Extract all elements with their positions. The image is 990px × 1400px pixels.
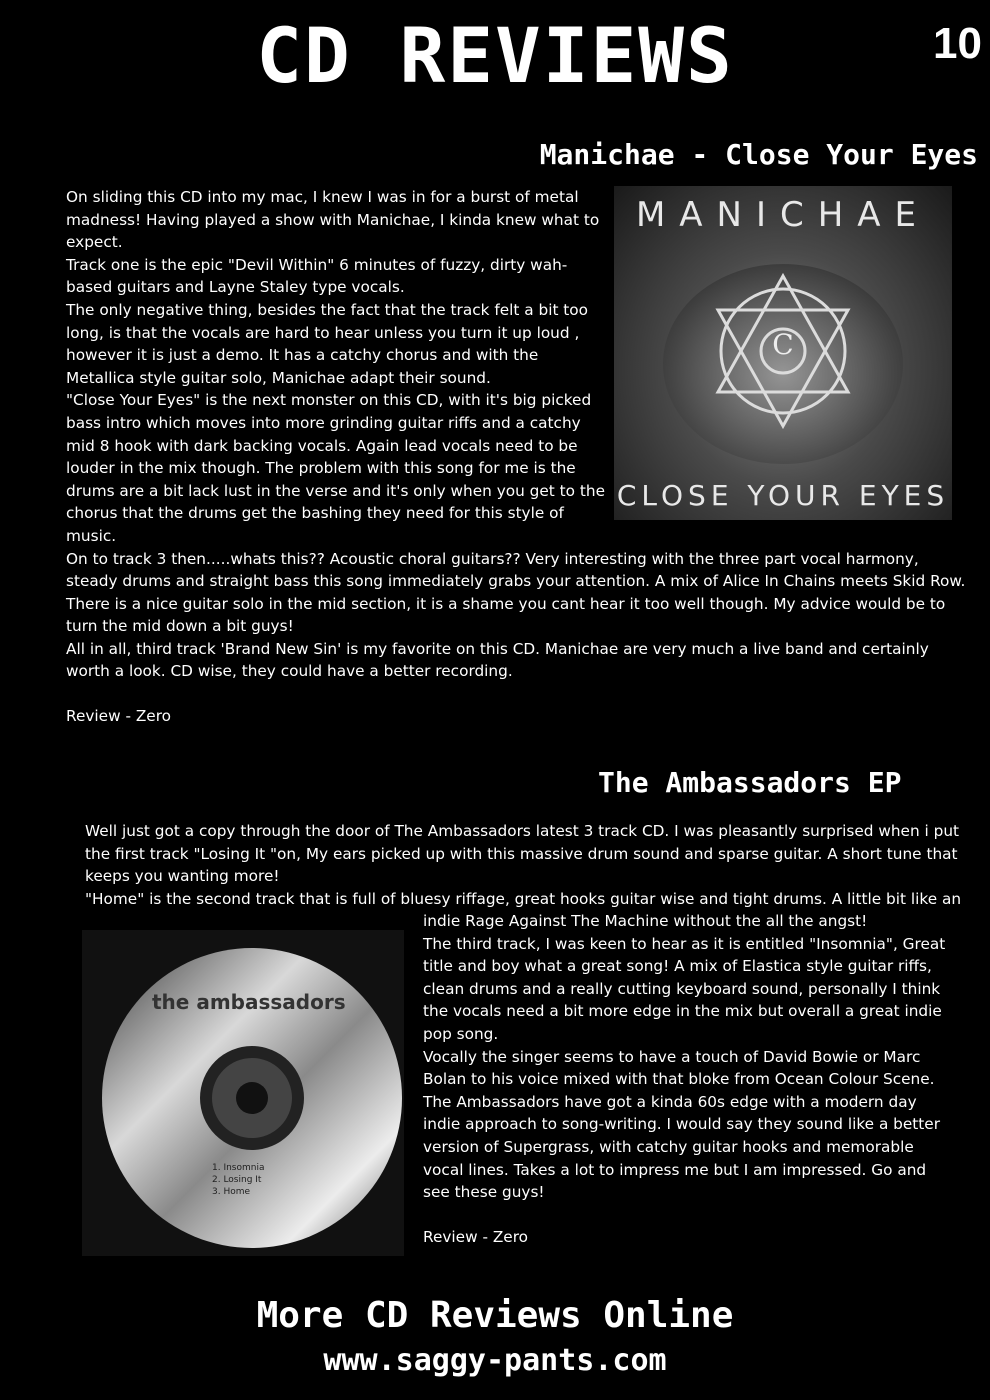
cover-emblem-letter: C bbox=[772, 328, 794, 361]
cd-disc-icon bbox=[82, 930, 404, 1256]
disc-track: 1. Insomnia bbox=[212, 1163, 265, 1173]
review1-paragraph: On to track 3 then.....whats this?? Acoustic choral guitars?? Very interesting with the three part vocal harmony, steady drums and straight bass this song immediately grabs your attention. A mix of Alice In Chains meets Skid Row. There is a nice guitar solo in the mid section, it is a shame you cant hear it too well though. My advice would be to turn the mid down a bit guys! bbox=[66, 549, 966, 636]
review1-title: Manichae - Close Your Eyes bbox=[539, 138, 978, 171]
review2-body-top bbox=[85, 820, 965, 910]
disc-band-name: the ambassadors bbox=[152, 990, 346, 1014]
page-number: 10 bbox=[933, 19, 982, 68]
review1-paragraph: "Close Your Eyes" is the next monster on this CD, with it's big picked bass intro which moves into more grinding guitar riffs and a catchy mid 8 hook with dark backing vocals. Again lead vocals need to be louder in the mix though. The problem with this song for me is the drums are a bit lack lust in the verse and it's only when you get to the chorus that the drums get the bashing they need for this style of music. bbox=[66, 391, 605, 545]
review1-paragraph: The only negative thing, besides the fact that the track felt a bit too long, is that the vocals are hard to hear unless you turn it up loud , however it is just a demo. It has a catchy chorus and with the Metallica style guitar solo, Manichae adapt their sound. bbox=[66, 300, 589, 387]
review2-paragraph: Vocally the singer seems to have a touch of David Bowie or Marc Bolan to his voice mixed with that bloke from Ocean Colour Scene. The Ambassadors have got a kinda 60s edge with a modern day indie approach to song-writing. I would say they sound like a better version of Supergrass, with catchy guitar hooks and memorable vocal lines. Takes a lot to impress me but I am impressed. Go and see these guys! bbox=[423, 1047, 940, 1202]
disc-tracklist bbox=[212, 1162, 265, 1198]
footer-url-link[interactable]: www.saggy-pants.com bbox=[323, 1343, 667, 1378]
footer-tagline: More CD Reviews Online bbox=[256, 1295, 734, 1336]
review2-paragraph: indie Rage Against The Machine without the all the angst! bbox=[423, 912, 868, 930]
disc-track: 2. Losing It bbox=[212, 1175, 262, 1185]
review2-paragraph: "Home" is the second track that is full of bluesy riffage, great hooks guitar wise and tight drums. A little bit like an bbox=[85, 889, 962, 908]
review2-paragraph: Well just got a copy through the door of The Ambassadors latest 3 track CD. I was pleasantly surprised when i put the first track "Losing It "on, My ears picked up with this massive drum sound and sparse guitar. A short tune that keeps you wanting more! bbox=[85, 822, 960, 886]
review1-body bbox=[66, 186, 966, 728]
cover-band-name: MANICHAE bbox=[635, 195, 931, 235]
cover-album-name: CLOSE YOUR EYES bbox=[616, 479, 950, 513]
cd-disc-image bbox=[82, 930, 404, 1256]
review2-signature: Review - Zero bbox=[423, 1227, 529, 1246]
review1-paragraph: All in all, third track 'Brand New Sin' is my favorite on this CD. Manichae are very much a live band and certainly worth a look. CD wise, they could have a better recording. bbox=[66, 639, 929, 681]
album-cover-manichae bbox=[614, 186, 952, 520]
review2-title: The Ambassadors EP bbox=[598, 766, 902, 799]
review1-paragraph: Track one is the epic "Devil Within" 6 minutes of fuzzy, dirty wah-based guitars and Layne Staley type vocals. bbox=[66, 255, 568, 297]
masthead: CD REVIEWS bbox=[256, 11, 734, 100]
review1-signature: Review - Zero bbox=[66, 707, 172, 726]
review2-paragraph: The third track, I was keen to hear as it is entitled "Insomnia", Great title and boy what a great song! A mix of Elastica style guitar riffs, clean drums and a really cutting keyboard sound, personally I think the vocals need a bit more edge in the mix but overall a great indie pop song. bbox=[423, 934, 946, 1043]
review1-paragraph: On sliding this CD into my mac, I knew I was in for a burst of metal madness! Having played a show with Manichae, I kinda knew what to expect. bbox=[66, 188, 600, 252]
disc-track: 3. Home bbox=[212, 1187, 251, 1197]
review2-body-bottom bbox=[423, 910, 948, 1248]
